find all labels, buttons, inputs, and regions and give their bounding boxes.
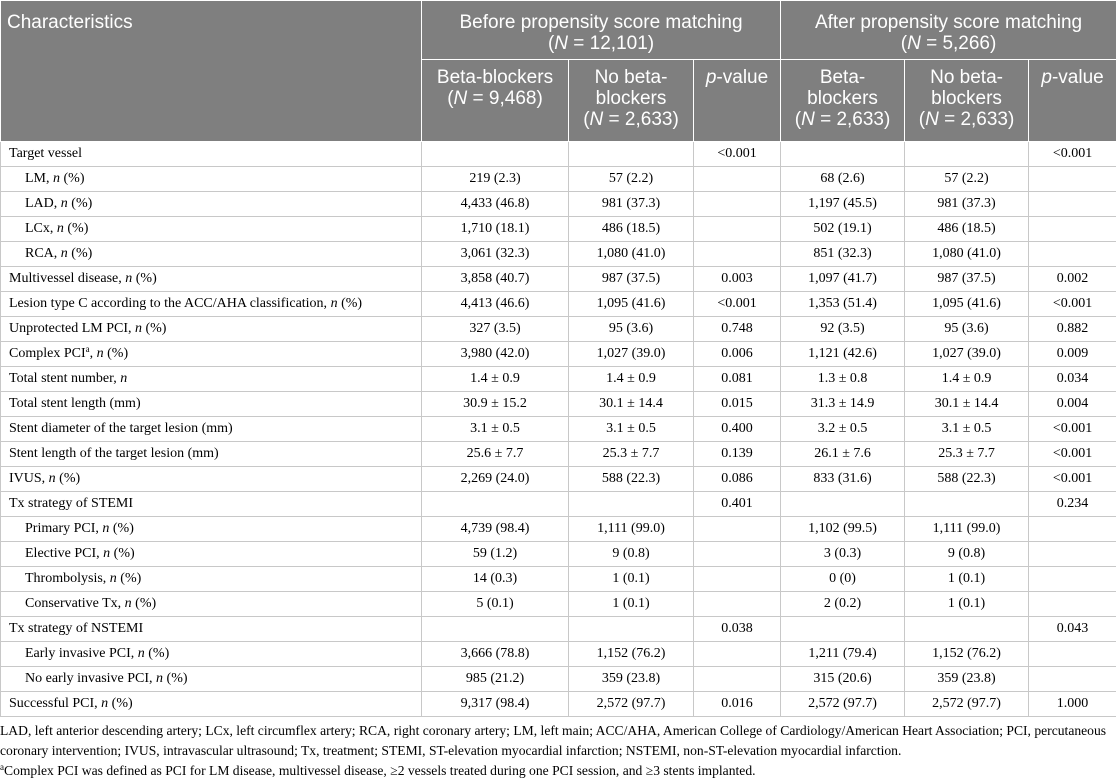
table-cell: 1,027 (39.0) (569, 342, 694, 367)
table-cell: 315 (20.6) (781, 667, 905, 692)
table-cell: 486 (18.5) (569, 217, 694, 242)
table-row (1, 492, 1116, 517)
header-characteristics: Characteristics (1, 1, 422, 142)
table-cell: 1,111 (99.0) (569, 517, 694, 542)
header-before-n: (N = 12,101) (547, 33, 655, 54)
table-row (1, 467, 1116, 492)
row-label: Primary PCI, n (%) (1, 517, 422, 542)
table-cell: 9,317 (98.4) (422, 692, 569, 717)
table-cell: <0.001 (1029, 292, 1116, 317)
table-cell (1029, 217, 1116, 242)
table-cell: 25.6 ± 7.7 (422, 442, 569, 467)
row-label: Total stent length (mm) (1, 392, 422, 417)
header-pvalue-before: p-value (694, 60, 781, 142)
table-cell (422, 617, 569, 642)
table-cell: 1,197 (45.5) (781, 192, 905, 217)
table-cell (569, 492, 694, 517)
row-label: Lesion type C according to the ACC/AHA classification, n (%) (1, 292, 422, 317)
table-row (1, 617, 1116, 642)
table-cell: 1.4 ± 0.9 (905, 367, 1029, 392)
header-after-matching (781, 1, 1116, 60)
table-cell (694, 167, 781, 192)
table-cell: 1,152 (76.2) (905, 642, 1029, 667)
table-cell: 25.3 ± 7.7 (569, 442, 694, 467)
table-cell: 0.086 (694, 467, 781, 492)
table-cell: 95 (3.6) (569, 317, 694, 342)
table-cell: 1,095 (41.6) (569, 292, 694, 317)
table-cell: 3.2 ± 0.5 (781, 417, 905, 442)
table-cell: 1,080 (41.0) (569, 242, 694, 267)
row-label: Successful PCI, n (%) (1, 692, 422, 717)
table-cell: <0.001 (694, 292, 781, 317)
table-cell (694, 592, 781, 617)
table-row (1, 542, 1116, 567)
row-label: Conservative Tx, n (%) (1, 592, 422, 617)
table-cell: 1,353 (51.4) (781, 292, 905, 317)
table-cell: 30.1 ± 14.4 (569, 392, 694, 417)
table-row (1, 567, 1116, 592)
table-cell: 1,102 (99.5) (781, 517, 905, 542)
table-cell (1029, 567, 1116, 592)
table-cell: 0.748 (694, 317, 781, 342)
table-cell: 981 (37.3) (905, 192, 1029, 217)
table-cell (905, 492, 1029, 517)
table-cell: 14 (0.3) (422, 567, 569, 592)
row-label: Thrombolysis, n (%) (1, 567, 422, 592)
table-row (1, 217, 1116, 242)
table-cell: <0.001 (1029, 442, 1116, 467)
table-row (1, 292, 1116, 317)
table-cell: 3,980 (42.0) (422, 342, 569, 367)
table-cell: 26.1 ± 7.6 (781, 442, 905, 467)
header-before-matching (422, 1, 781, 60)
table-cell: 2,572 (97.7) (905, 692, 1029, 717)
table-cell: <0.001 (1029, 467, 1116, 492)
table-cell: 0.016 (694, 692, 781, 717)
table-row (1, 417, 1116, 442)
table-cell (694, 642, 781, 667)
table-cell: 2,269 (24.0) (422, 467, 569, 492)
table-cell (422, 492, 569, 517)
table-row (1, 667, 1116, 692)
header-after-n: (N = 5,266) (900, 33, 997, 54)
table-cell: 3,666 (78.8) (422, 642, 569, 667)
table-cell: 2,572 (97.7) (781, 692, 905, 717)
table-cell: 2 (0.2) (781, 592, 905, 617)
row-label: Stent length of the target lesion (mm) (1, 442, 422, 467)
table-cell: 1,152 (76.2) (569, 642, 694, 667)
table-cell: 987 (37.5) (905, 267, 1029, 292)
table-cell (569, 617, 694, 642)
table-cell: 3,061 (32.3) (422, 242, 569, 267)
table-cell: 57 (2.2) (569, 167, 694, 192)
table-cell (1029, 542, 1116, 567)
row-label: Complex PCI$^a$, n (%) (1, 342, 422, 367)
table-cell: 0.081 (694, 367, 781, 392)
table-cell: 30.1 ± 14.4 (905, 392, 1029, 417)
table-row (1, 367, 1116, 392)
table-cell: 0.882 (1029, 317, 1116, 342)
table-cell (1029, 192, 1116, 217)
table-cell: 9 (0.8) (905, 542, 1029, 567)
table-cell: 987 (37.5) (569, 267, 694, 292)
header-nobb-before: No beta- blockers (N = 2,633) (569, 60, 694, 142)
row-label: Total stent number, n (1, 367, 422, 392)
table-row (1, 442, 1116, 467)
table-cell: 92 (3.5) (781, 317, 905, 342)
table-row (1, 592, 1116, 617)
table-cell: 95 (3.6) (905, 317, 1029, 342)
table-cell: 30.9 ± 15.2 (422, 392, 569, 417)
table-cell: 359 (23.8) (905, 667, 1029, 692)
table-cell: 4,739 (98.4) (422, 517, 569, 542)
header-after-title: After propensity score matching (814, 12, 1083, 33)
header-bb-before: Beta-blockers (N = 9,468) (422, 60, 569, 142)
table-row (1, 167, 1116, 192)
table-cell (694, 242, 781, 267)
table-cell: 985 (21.2) (422, 667, 569, 692)
table-cell: 1.3 ± 0.8 (781, 367, 905, 392)
table-body (1, 142, 1116, 717)
table-cell: 1,121 (42.6) (781, 342, 905, 367)
table-cell (694, 542, 781, 567)
table-cell: 2,572 (97.7) (569, 692, 694, 717)
table-cell: 1,710 (18.1) (422, 217, 569, 242)
table-row (1, 692, 1116, 717)
table-header (1, 1, 1116, 142)
table-row (1, 242, 1116, 267)
table-cell: 1 (0.1) (905, 567, 1029, 592)
table-cell: 327 (3.5) (422, 317, 569, 342)
table-cell (781, 142, 905, 167)
table-cell (1029, 167, 1116, 192)
table-cell: 0.043 (1029, 617, 1116, 642)
table-cell: 1,211 (79.4) (781, 642, 905, 667)
table-cell: 851 (32.3) (781, 242, 905, 267)
table-cell: 3.1 ± 0.5 (905, 417, 1029, 442)
table-cell: 0.006 (694, 342, 781, 367)
table-row (1, 392, 1116, 417)
table-cell: 1.000 (1029, 692, 1116, 717)
table-row (1, 142, 1116, 167)
header-nobb-after: No beta- blockers (N = 2,633) (905, 60, 1029, 142)
table-cell: 25.3 ± 7.7 (905, 442, 1029, 467)
table-cell: 3.1 ± 0.5 (569, 417, 694, 442)
table-cell (1029, 242, 1116, 267)
table-cell (1029, 642, 1116, 667)
table-row (1, 642, 1116, 667)
table-cell: 0.003 (694, 267, 781, 292)
row-label: IVUS, n (%) (1, 467, 422, 492)
table-cell (1029, 592, 1116, 617)
header-bb-after: Beta- blockers (N = 2,633) (781, 60, 905, 142)
table-cell: 59 (1.2) (422, 542, 569, 567)
table-cell: 3.1 ± 0.5 (422, 417, 569, 442)
table-cell: 9 (0.8) (569, 542, 694, 567)
row-label: Early invasive PCI, n (%) (1, 642, 422, 667)
table-cell (781, 617, 905, 642)
table-row (1, 517, 1116, 542)
table-cell (781, 492, 905, 517)
table-cell: 486 (18.5) (905, 217, 1029, 242)
table-cell: 219 (2.3) (422, 167, 569, 192)
complex-pci-footnote: $^a$Complex PCI was defined as PCI for LM disease, multivessel disease, ≥2 vessels treated during one PCI session, and ≥3 stents implanted. (0, 762, 756, 778)
table-cell (569, 142, 694, 167)
table-cell: 502 (19.1) (781, 217, 905, 242)
table-row (1, 192, 1116, 217)
table-cell: 1,027 (39.0) (905, 342, 1029, 367)
table-cell (905, 617, 1029, 642)
row-label: LCx, n (%) (1, 217, 422, 242)
table-cell: 3 (0.3) (781, 542, 905, 567)
table-cell: 68 (2.6) (781, 167, 905, 192)
table-cell: 981 (37.3) (569, 192, 694, 217)
row-label: Unprotected LM PCI, n (%) (1, 317, 422, 342)
table-cell: <0.001 (694, 142, 781, 167)
row-label: Target vessel (1, 142, 422, 167)
row-label: Tx strategy of STEMI (1, 492, 422, 517)
table-cell (694, 217, 781, 242)
table-cell: 1,080 (41.0) (905, 242, 1029, 267)
table-cell: <0.001 (1029, 142, 1116, 167)
table-cell: <0.001 (1029, 417, 1116, 442)
row-label: Multivessel disease, n (%) (1, 267, 422, 292)
table-cell: 588 (22.3) (569, 467, 694, 492)
header-pvalue-after: p-value (1029, 60, 1116, 142)
table-cell (1029, 517, 1116, 542)
table-cell: 833 (31.6) (781, 467, 905, 492)
table-cell: 0.038 (694, 617, 781, 642)
table-cell (694, 517, 781, 542)
table-cell (694, 567, 781, 592)
table-row (1, 267, 1116, 292)
row-label: Tx strategy of NSTEMI (1, 617, 422, 642)
table-cell: 3,858 (40.7) (422, 267, 569, 292)
table-cell: 0.002 (1029, 267, 1116, 292)
table-row (1, 342, 1116, 367)
table-row (1, 317, 1116, 342)
table-cell: 1,097 (41.7) (781, 267, 905, 292)
table-cell: 1 (0.1) (905, 592, 1029, 617)
table-cell (905, 142, 1029, 167)
row-label: LAD, n (%) (1, 192, 422, 217)
table-cell: 1.4 ± 0.9 (422, 367, 569, 392)
table-cell: 359 (23.8) (569, 667, 694, 692)
table-cell: 0.401 (694, 492, 781, 517)
table-cell: 31.3 ± 14.9 (781, 392, 905, 417)
table-cell (422, 142, 569, 167)
table-cell: 0.009 (1029, 342, 1116, 367)
table-cell (694, 192, 781, 217)
table-cell: 0 (0) (781, 567, 905, 592)
table-cell: 0.139 (694, 442, 781, 467)
table-cell: 1,095 (41.6) (905, 292, 1029, 317)
table-cell: 57 (2.2) (905, 167, 1029, 192)
row-label: LM, n (%) (1, 167, 422, 192)
header-before-title: Before propensity score matching (459, 12, 743, 33)
table-cell (1029, 667, 1116, 692)
table-cell: 1.4 ± 0.9 (569, 367, 694, 392)
table-cell: 0.234 (1029, 492, 1116, 517)
abbreviations-note: LAD, left anterior descending artery; LCx, left circumflex artery; RCA, right coronary artery; LM, left main; ACC/AHA, American College of Cardiology/American Heart Association; PCI, percutaneous coronary intervention; IVUS, intravascular ultrasound; Tx, treatment; STEMI, ST-elevation myocardial infarction; NSTEMI, non-ST-elevation myocardial infarction. (0, 723, 1107, 758)
table-cell: 5 (0.1) (422, 592, 569, 617)
table-cell: 1,111 (99.0) (905, 517, 1029, 542)
table-notes (0, 721, 1114, 781)
row-label: Elective PCI, n (%) (1, 542, 422, 567)
row-label: Stent diameter of the target lesion (mm) (1, 417, 422, 442)
table-cell: 4,433 (46.8) (422, 192, 569, 217)
table-cell: 0.015 (694, 392, 781, 417)
row-label: No early invasive PCI, n (%) (1, 667, 422, 692)
row-label: RCA, n (%) (1, 242, 422, 267)
table-cell: 588 (22.3) (905, 467, 1029, 492)
table-cell: 4,413 (46.6) (422, 292, 569, 317)
table-cell: 0.034 (1029, 367, 1116, 392)
table-cell: 1 (0.1) (569, 567, 694, 592)
table-cell: 0.400 (694, 417, 781, 442)
table-cell (694, 667, 781, 692)
table-cell: 0.004 (1029, 392, 1116, 417)
table-cell: 1 (0.1) (569, 592, 694, 617)
